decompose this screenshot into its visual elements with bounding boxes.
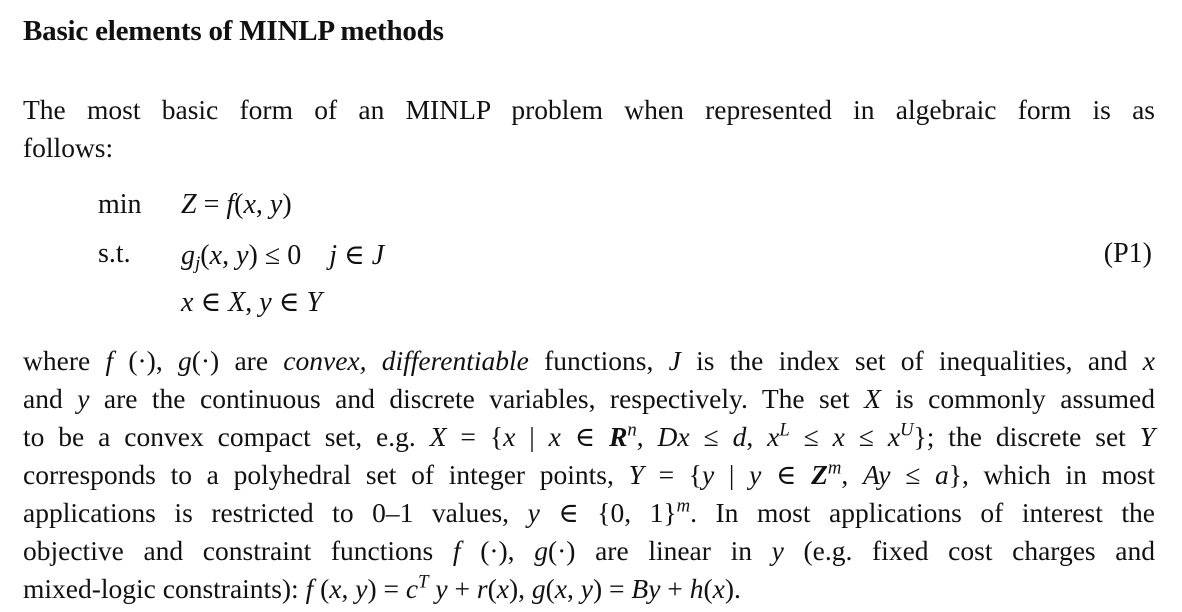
intro-line-1: The most basic form of an MINLP problem when represented in algebraic form is as xyxy=(23,94,1155,125)
section-heading: Basic elements of MINLP methods xyxy=(23,15,444,47)
equation-tag: (P1) xyxy=(1103,238,1152,269)
body-paragraph xyxy=(23,342,1155,608)
constraint-label: s.t. xyxy=(98,238,131,269)
body-line-4: corresponds to a polyhedral set of integer points, Y = {y | y ∈ $Z^m$, Ay ≤ a}, which in most xyxy=(23,457,1156,490)
body-line-5: applications is restricted to 0–1 values, y ∈ {0, 1}$^m$. In most applications of interest the xyxy=(23,495,1155,528)
objective-label: min xyxy=(98,189,142,220)
intro-line-2: follows: xyxy=(23,132,114,163)
body-line-7: mixed-logic constraints): f (x, $y) = c^T$ y + r(x), g(x, y) = By + h(x). xyxy=(23,571,741,604)
domain-expression: x ∈ X, y ∈ Y xyxy=(181,287,323,318)
body-line-1: where f (·), g(·) are convex, differentiable functions, J is the index set of inequalities, and x xyxy=(23,345,1155,376)
body-line-2: and y are the continuous and discrete variables, respectively. The set X is commonly assumed xyxy=(23,383,1155,414)
intro-paragraph xyxy=(23,91,1155,167)
body-line-6: objective and constraint functions f (·), g(·) are linear in y (e.g. fixed cost charges and xyxy=(23,535,1155,566)
body-line-3: to be a convex compact set, e.g. X = {x | x ∈ $R^n$, Dx ≤ d, $x^L \le x \le x^U$}; the discrete set Y xyxy=(23,419,1156,452)
constraint-expression: $g_j(x$, y) ≤ 0 j ∈ J xyxy=(181,240,385,274)
objective-expression: Z = f(x, y) xyxy=(181,189,292,220)
